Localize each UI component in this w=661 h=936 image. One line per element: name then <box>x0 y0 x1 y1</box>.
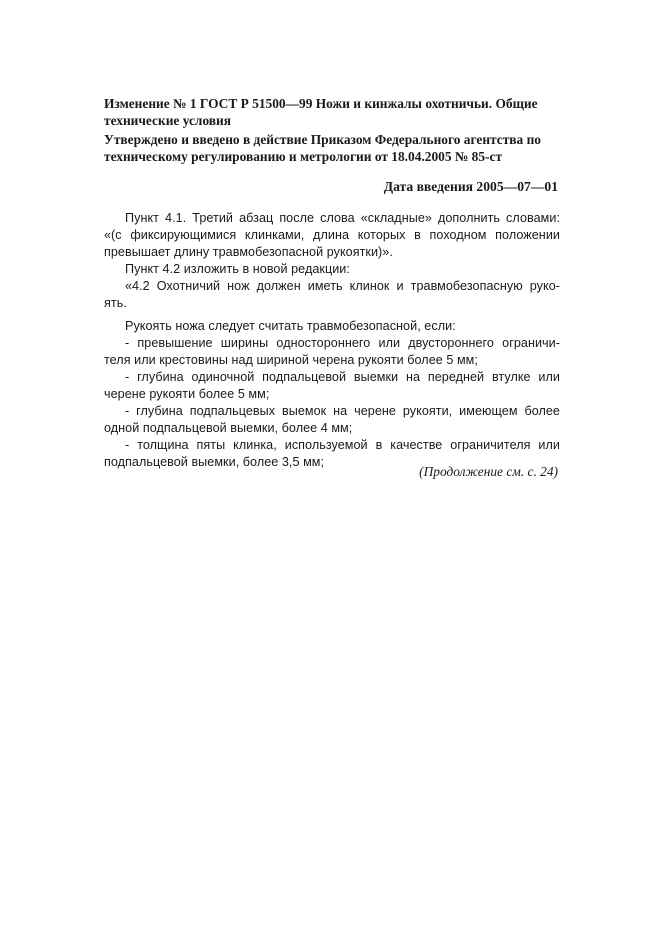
text-line: «4.2 Охотничий нож должен иметь клинок и травмобезопасную руко- <box>125 279 560 293</box>
amendment-title <box>104 95 558 129</box>
paragraph-clause-4-2-text <box>104 278 560 312</box>
text-line: - глубина подпальцевых выемок на черене рукояти, имеющем более <box>125 404 560 418</box>
paragraph-clause-4-2-intro <box>104 261 560 278</box>
continuation-note: (Продолжение см. с. 24) <box>419 464 558 479</box>
text-line: - глубина одиночной подпальцевой выемки на передней втулке или <box>125 370 560 384</box>
list-item-multiple-finger-grooves <box>104 403 560 437</box>
paragraph-handle-condition <box>104 318 560 335</box>
list-item-guard-width <box>104 335 560 369</box>
approval-statement <box>104 131 558 165</box>
effective-date: Дата введения 2005—07—01 <box>383 179 558 194</box>
text-line: превышает длину травмобезопасной рукоятки)». <box>104 245 393 259</box>
text-line: ять. <box>104 296 127 310</box>
amendment-body <box>104 210 560 471</box>
approval-statement-line: техническому регулированию и метрологии от 18.04.2005 № 85-ст <box>104 149 503 164</box>
paragraph-clause-4-1 <box>104 210 560 261</box>
list-item-single-finger-groove <box>104 369 560 403</box>
text-line: «(с фиксирующимися клинками, длина которых в походном положении <box>104 228 560 242</box>
text-line: подпальцевой выемки, более 3,5 мм; <box>104 455 325 469</box>
amendment-title-line: технические условия <box>104 113 231 128</box>
text-line: Пункт 4.2 изложить в новой редакции: <box>125 262 350 276</box>
text-line: - толщина пяты клинка, используемой в качестве ограничителя или <box>125 438 560 452</box>
text-line: черене рукояти более 5 мм; <box>104 387 270 401</box>
text-line: - превышение ширины одностороннего или двустороннего ограничи- <box>125 336 560 350</box>
text-line: теля или крестовины над шириной черена рукояти более 5 мм; <box>104 353 478 367</box>
approval-statement-line: Утверждено и введено в действие Приказом Федерального агентства по <box>104 132 541 147</box>
text-line: Пункт 4.1. Третий абзац после слова «складные» дополнить словами: <box>125 211 560 225</box>
text-line: Рукоять ножа следует считать травмобезопасной, если: <box>125 319 456 333</box>
amendment-title-line: Изменение № 1 ГОСТ Р 51500—99 Ножи и кинжалы охотничьи. Общие <box>104 96 538 111</box>
text-line: одной подпальцевой выемки, более 4 мм; <box>104 421 353 435</box>
